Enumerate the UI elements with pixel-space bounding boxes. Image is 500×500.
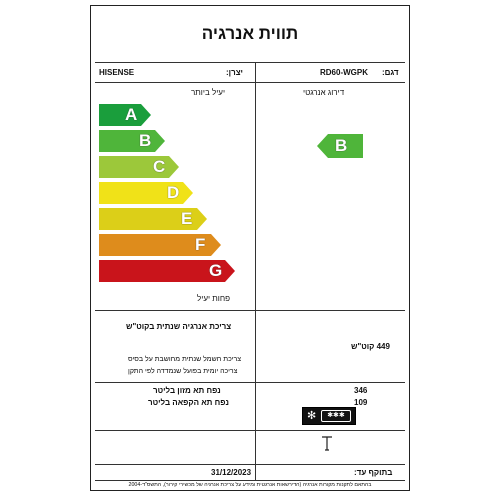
model-value: RD60-WGPK (320, 68, 369, 77)
divider (95, 310, 405, 311)
snowflake-four-star-icon (302, 407, 356, 425)
divider (95, 382, 405, 383)
divider (95, 480, 405, 481)
efficiency-class-f-arrow (99, 234, 221, 256)
efficiency-class-letter: E (181, 209, 193, 228)
rating-letter: B (335, 136, 348, 155)
manufacturer-label: יצרן: (226, 68, 243, 77)
model-label: דגם: (382, 68, 399, 77)
validity-label: בתוקף עד: (354, 468, 393, 477)
freezer-volume-value: 109 (354, 398, 368, 407)
fresh-food-volume-value: 346 (354, 386, 368, 395)
consumption-note-2: צריכה יומית בפועל שנמדדה לפי התקן (128, 368, 238, 375)
divider (95, 82, 405, 83)
divider (255, 430, 256, 464)
efficiency-class-letter: D (167, 183, 180, 202)
rating-indicator-arrow (317, 134, 363, 156)
most-efficient-label: יעיל ביותר (191, 88, 226, 97)
efficiency-class-d-arrow (99, 182, 193, 204)
arrow-shape (99, 130, 165, 152)
footer-regulation-note: בהתאם לתקנות מקורות אנרגיה (הדירשאות אנרגטית ומידע על צריכת אנרגיה של מכשירי קירור), התשס"ד-2004 (128, 482, 372, 488)
divider (255, 382, 256, 430)
annual-consumption-label: צריכת אנרגיה שנתית בקוט"ש (126, 322, 232, 331)
efficiency-class-e-arrow (99, 208, 207, 230)
efficiency-class-g-arrow (99, 260, 235, 282)
arrow-shape (99, 156, 179, 178)
divider (95, 62, 405, 63)
efficiency-class-c-arrow (99, 156, 179, 178)
consumption-note-1: צריכת חשמל שנתית מחושבת על בסיס (128, 356, 242, 363)
efficiency-class-letter: F (195, 235, 206, 254)
fresh-food-volume-label: נפח תא מזון בליטר (153, 386, 221, 395)
validity-date: 31/12/2023 (211, 468, 252, 477)
thermometer-icon (320, 436, 334, 457)
divider (95, 430, 405, 431)
annual-consumption-value: 449 קוט"ש (351, 342, 390, 351)
snowflake-icon: ✻ (307, 410, 317, 422)
divider (255, 62, 256, 82)
efficiency-class-a-arrow (99, 104, 151, 126)
divider (255, 310, 256, 382)
thermometer-shape (320, 436, 334, 452)
efficiency-class-letter: C (153, 157, 166, 176)
efficiency-class-letter: B (139, 131, 152, 150)
efficiency-class-letter: A (125, 105, 138, 124)
freezer-volume-label: נפח תא הקפאה בליטר (148, 398, 229, 407)
least-efficient-label: פחות יעיל (197, 294, 231, 303)
freezer-stars: ✱✱✱ (321, 410, 351, 422)
energy-label (90, 5, 410, 491)
efficiency-class-b-arrow (99, 130, 165, 152)
divider (255, 464, 256, 480)
label-title: תווית אנרגיה (201, 24, 299, 43)
divider (255, 82, 256, 310)
rating-caption: דירוג אנרגטי (303, 88, 345, 97)
efficiency-class-letter: G (209, 261, 223, 280)
manufacturer-value: HISENSE (99, 68, 135, 77)
divider (95, 464, 405, 465)
